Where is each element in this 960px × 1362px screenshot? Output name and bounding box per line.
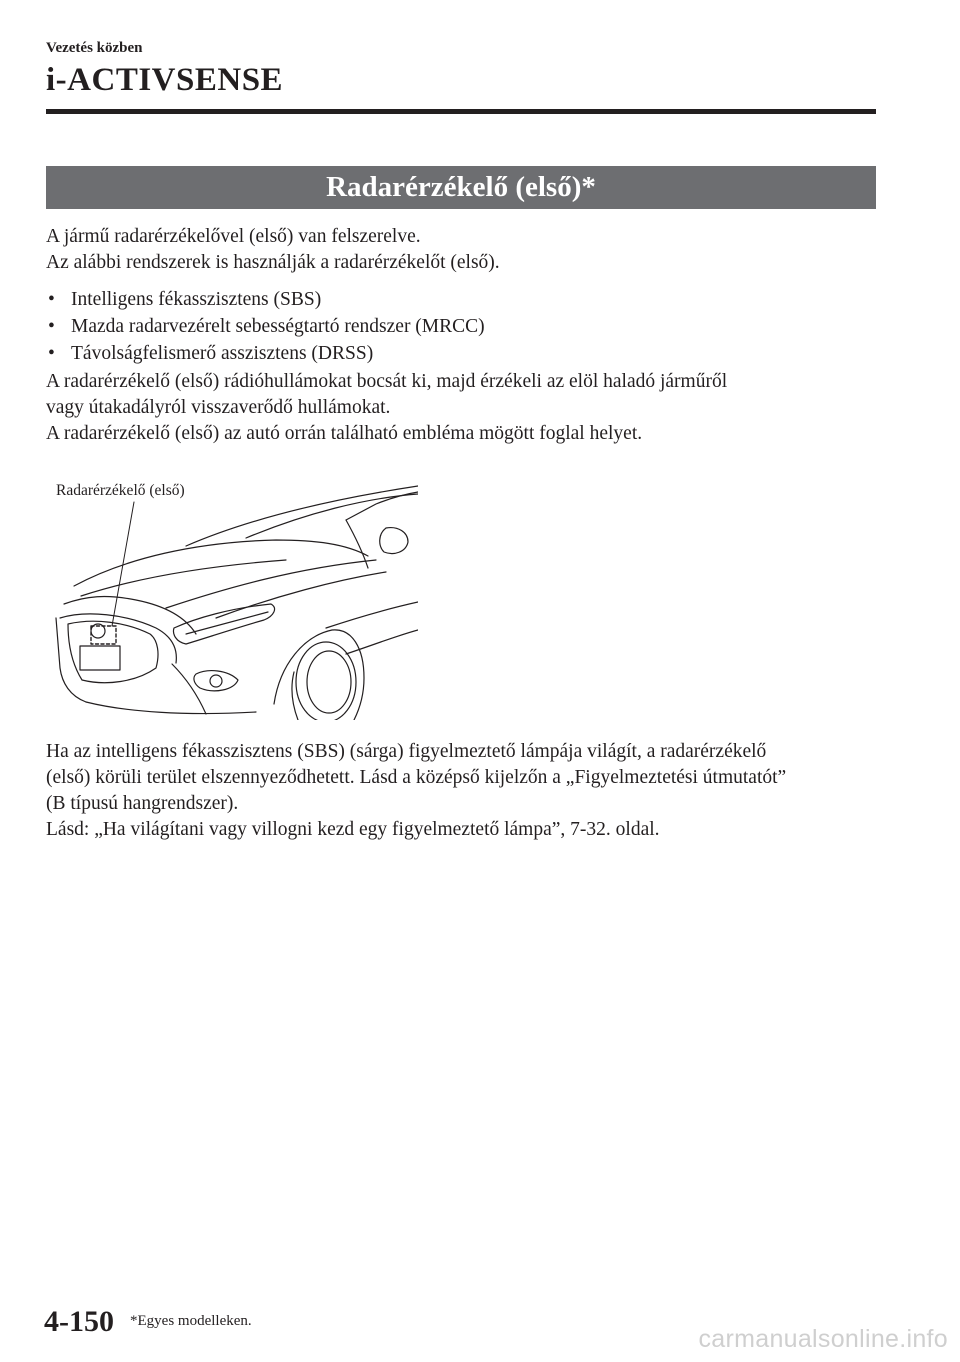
- header-rule: [46, 109, 876, 114]
- page-number: 4-150: [44, 1305, 114, 1338]
- description-line: A radarérzékelő (első) rádióhullámokat bocsát ki, majd érzékeli az elöl haladó járműről: [46, 371, 728, 392]
- breadcrumb: Vezetés közben: [46, 40, 143, 56]
- warning-line: Ha az intelligens fékasszisztens (SBS) (sárga) figyelmeztető lámpája világít, a radarérzékelő: [46, 741, 767, 762]
- warning-line: (első) körüli terület elszennyeződhetett. Lásd a középső kijelzőn a „Figyelmeztetési útmutatót”: [46, 767, 787, 788]
- bullet-icon: •: [48, 343, 55, 364]
- list-item: • Intelligens fékasszisztens (SBS): [46, 286, 485, 313]
- bullet-icon: •: [48, 316, 55, 337]
- intro-paragraph: [46, 224, 886, 276]
- list-item: • Távolságfelismerő asszisztens (DRSS): [46, 340, 485, 367]
- radar-sensor-label: Radarérzékelő (első): [56, 482, 185, 499]
- intro-line: Az alábbi rendszerek is használják a radarérzékelőt (első).: [46, 252, 500, 273]
- footnote: *Egyes modelleken.: [130, 1313, 252, 1329]
- list-item: • Mazda radarvezérelt sebességtartó rendszer (MRCC): [46, 313, 485, 340]
- intro-line: A jármű radarérzékelővel (első) van felszerelve.: [46, 226, 421, 247]
- bullet-icon: •: [48, 289, 55, 310]
- warning-line: Lásd: „Ha világítani vagy villogni kezd egy figyelmeztető lámpa”, 7-32. oldal.: [46, 819, 660, 840]
- watermark: carmanualsonline.info: [698, 1325, 948, 1353]
- description-line: vagy útakadályról visszaverődő hullámokat.: [46, 397, 391, 418]
- description-line: A radarérzékelő (első) az autó orrán található embléma mögött foglal helyet.: [46, 423, 643, 444]
- section-title: i-ACTIVSENSE: [46, 62, 284, 98]
- description-paragraph: [46, 369, 886, 447]
- warning-line: (B típusú hangrendszer).: [46, 793, 239, 814]
- car-front-illustration: [46, 468, 418, 720]
- warning-paragraph: [46, 739, 886, 843]
- topic-banner: Radarérzékelő (első)*: [46, 166, 876, 209]
- systems-list: [46, 286, 485, 367]
